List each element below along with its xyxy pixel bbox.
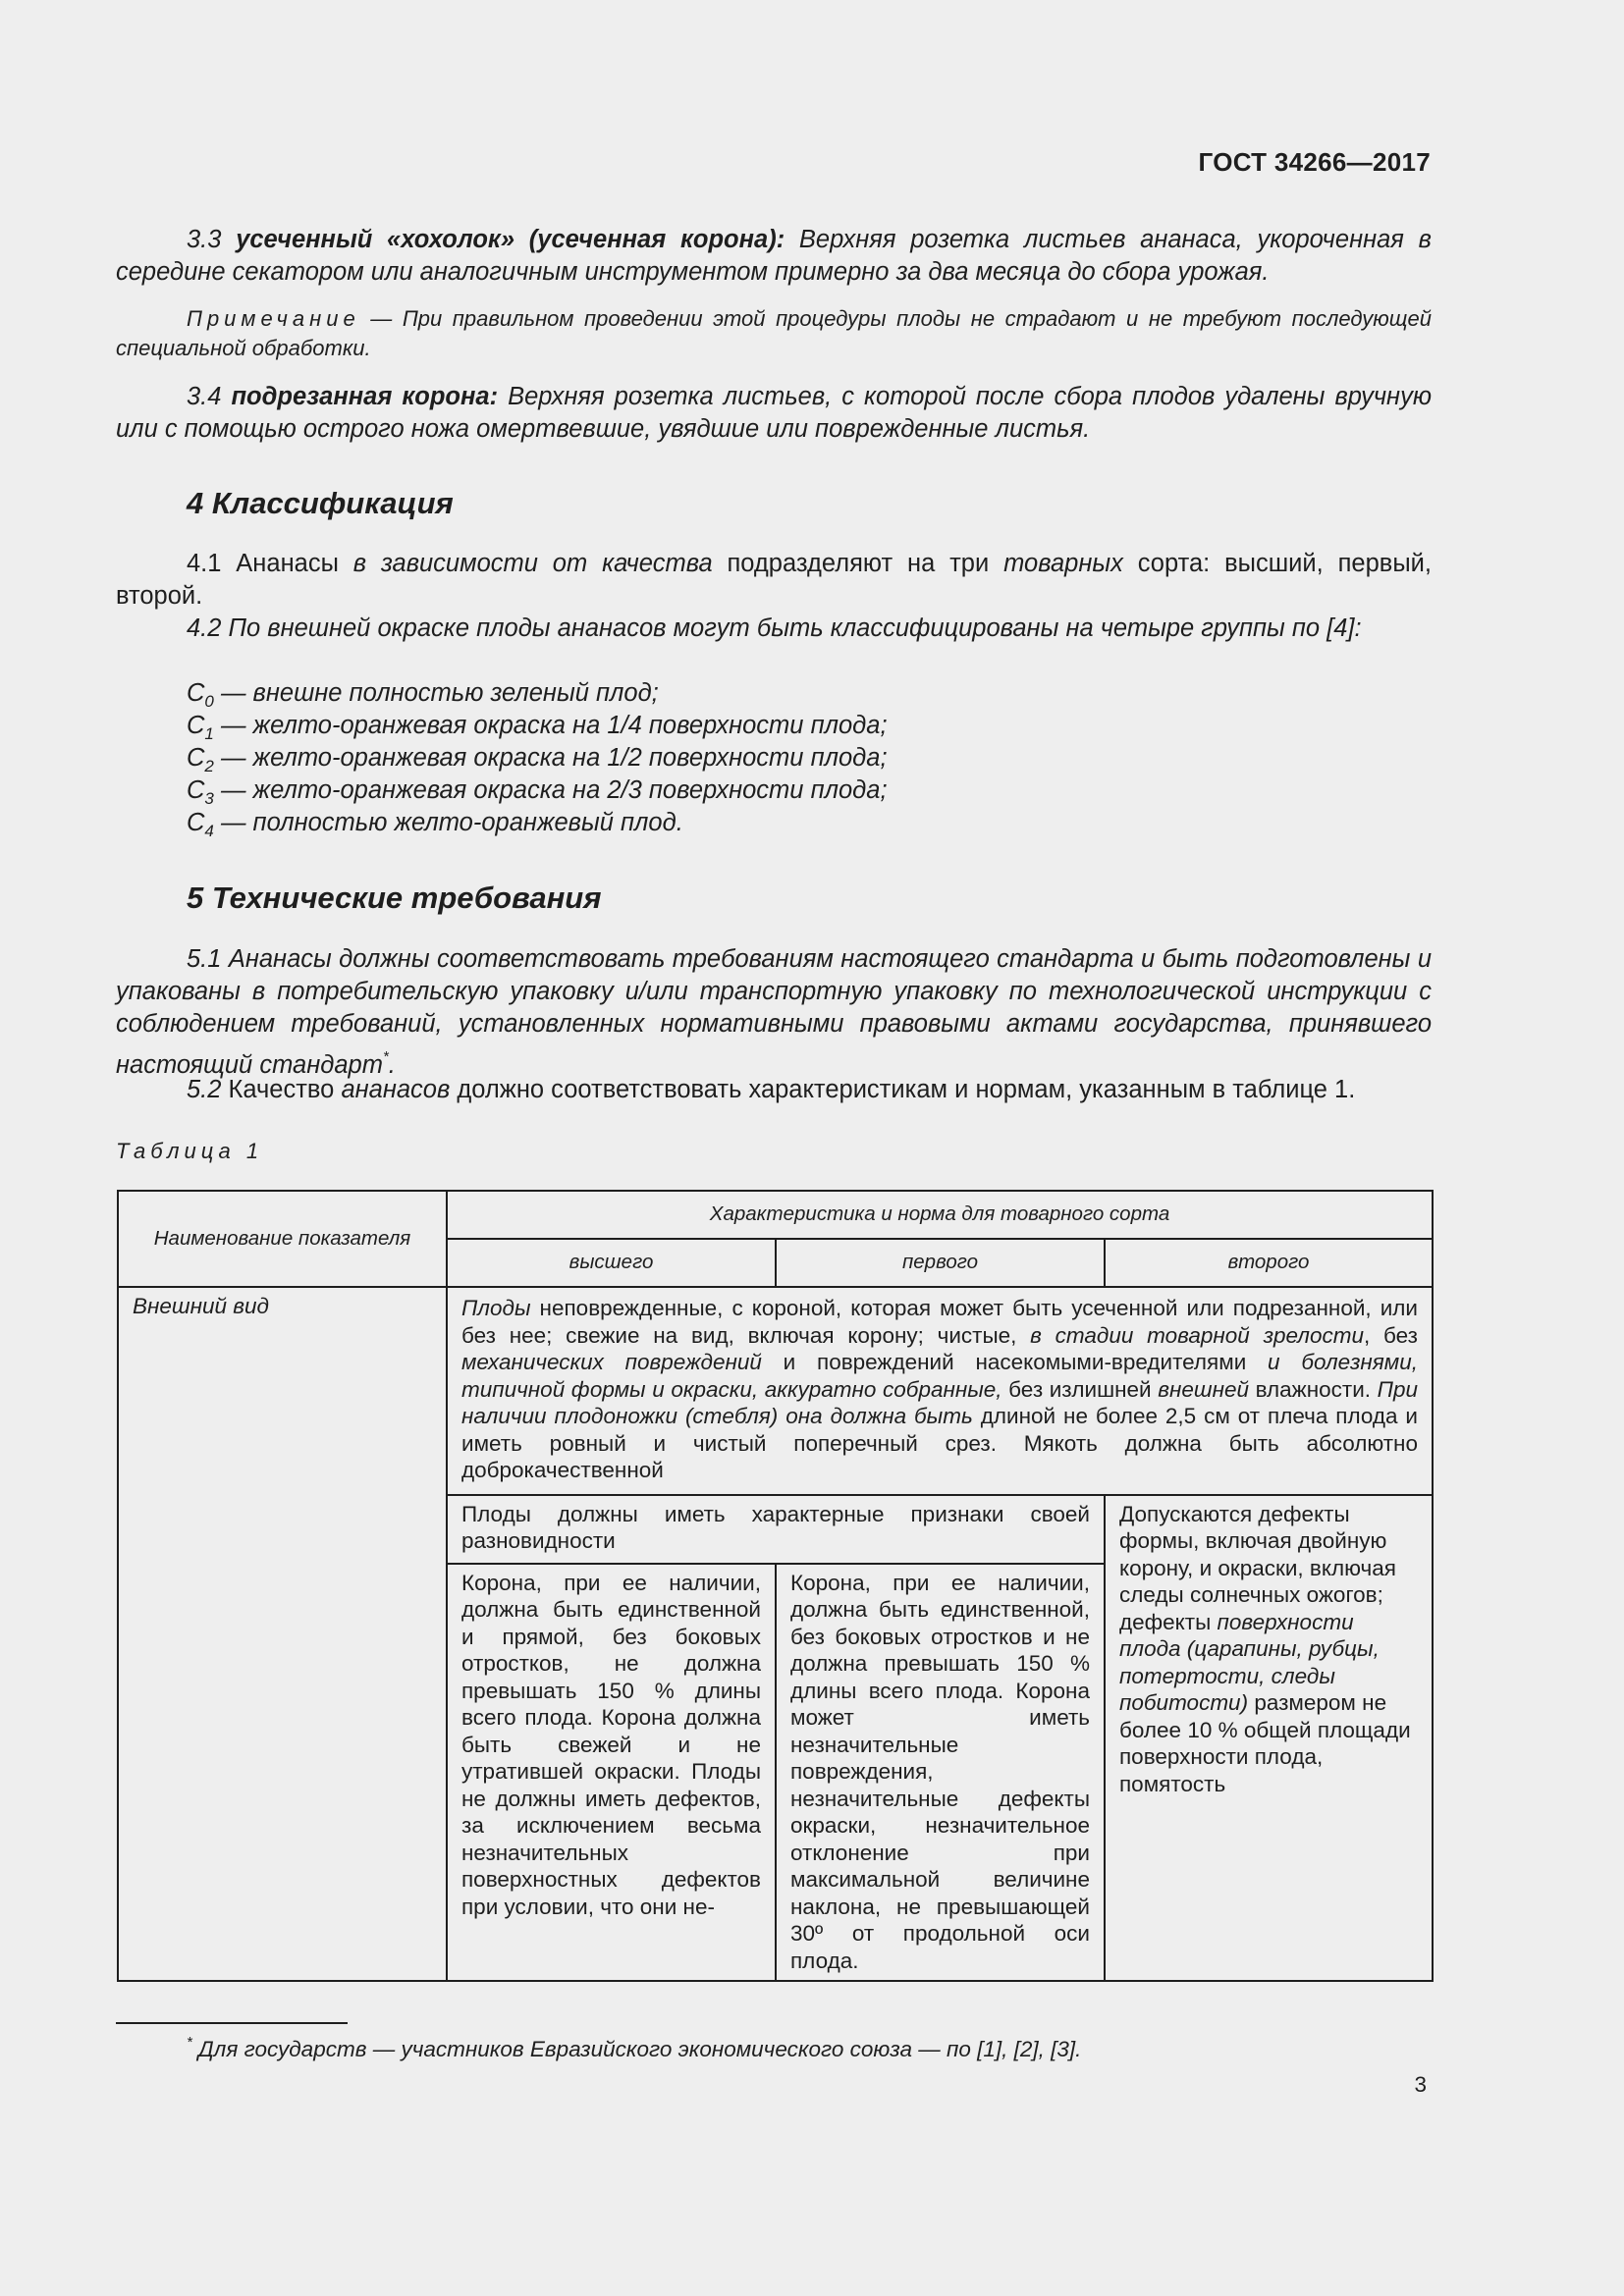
general-text-run: , без bbox=[1364, 1322, 1418, 1348]
header-indicator: Наименование показателя bbox=[118, 1191, 447, 1287]
note-paragraph: Примечание — При правильном проведении этой процедуры плоды не страдают и не требуют последующей специальной обработки. bbox=[116, 306, 1432, 360]
paragraph-4-1: 4.1 Ананасы в зависимости от качества подразделяют на три товарных сорта: высший, первый, второй. bbox=[116, 550, 1432, 610]
color-group-c1: $C_1$ — желто-оранжевая окраска на 1/4 поверхности плода; bbox=[187, 712, 888, 743]
header-grade-group: Характеристика и норма для товарного сорта bbox=[447, 1191, 1433, 1239]
footnote-separator bbox=[116, 2022, 348, 2024]
second-grade-text-run: поверхности плода (царапины, рубцы, потертости, следы побитости) bbox=[1119, 1609, 1380, 1715]
header-grade-highest: высшего bbox=[447, 1239, 776, 1287]
footnote: * Для государств — участников Евразийского экономического союза — по [1], [2], [3]. bbox=[187, 2034, 1082, 2061]
general-text-run: влажности. bbox=[1248, 1376, 1378, 1402]
general-text-run: и болезнями, типичной формы и окраски, аккуратно собранные, bbox=[461, 1350, 1418, 1402]
row-label-appearance: Внешний вид bbox=[118, 1287, 447, 1981]
paragraph-4-2: 4.2 По внешней окраске плоды ананасов могут быть классифицированы на четыре группы по [4]: bbox=[187, 614, 1362, 642]
note-label: Примечание bbox=[187, 306, 360, 331]
paragraph-3-3: 3.3 усеченный «хохолок» (усеченная корона): Верхняя розетка листьев ананаса, укороченная в середине секатором или аналогичным инструментом примерно за два месяца до сбора урожая. bbox=[116, 226, 1432, 286]
header-grade-first: первого bbox=[776, 1239, 1105, 1287]
general-text-run: и повреждений насекомыми-вредителями bbox=[761, 1350, 1269, 1374]
cell-general-requirements bbox=[447, 1287, 1433, 1495]
term-truncated-crown: усеченный «хохолок» (усеченная корона): bbox=[236, 226, 785, 253]
section-4-heading: 4 Классификация bbox=[187, 486, 454, 520]
paragraph-5-2: 5.2 Качество ананасов должно соответствовать характеристикам и нормам, указанным в таблице 1. bbox=[187, 1076, 1356, 1103]
paragraph-5-1: 5.1 Ананасы должны соответствовать требованиям настоящего стандарта и быть подготовлены и упакованы в потребительскую упаковку и/или транспортную упаковку по технологической инструкции с соблюдением требований, установленных нормативными правовыми актами государства, принявшего настоящий стандарт*. bbox=[116, 945, 1432, 1079]
cell-first-crown: Корона, при ее наличии, должна быть единственной, без боковых отростков и не должна превышать 150 % длины всего плода. Корона может иметь незначительные повреждения, незначительные дефекты окраски, незначительное отклонение при максимальной величине наклона, не превышающей 30º от продольной оси плода. bbox=[776, 1564, 1105, 1982]
document-code: ГОСТ 34266—2017 bbox=[1198, 147, 1431, 177]
paragraph-3-4: 3.4 подрезанная корона: Верхняя розетка листьев, с которой после сбора плодов удалены вручную или с помощью острого ножа омертвевшие, увядшие или поврежденные листья. bbox=[116, 383, 1432, 443]
cell-second-grade bbox=[1105, 1495, 1433, 1982]
general-text-run: длиной не более 2,5 см от плеча плода и иметь ровный и чистый поперечный срез. Мякоть должна быть абсолютно доброкачественной bbox=[461, 1404, 1419, 1482]
cell-highest-crown: Корона, при ее наличии, должна быть единственной и прямой, без боковых отростков, не должна превышать 150 % длины всего плода. Корона должна быть свежей и не утратившей окраски. Плоды не должны иметь дефектов, за исключением весьма незначительных поверхностных дефектов при условии, что они не- bbox=[447, 1564, 776, 1982]
color-group-c3: $C_3$ — желто-оранжевая окраска на 2/3 поверхности плода; bbox=[187, 776, 888, 808]
general-text-run: При наличии плодоножки (стебля) она должна быть bbox=[461, 1376, 1418, 1428]
term-trimmed-crown: подрезанная корона: bbox=[231, 383, 499, 410]
second-grade-text-run: Допускаются дефекты формы, включая двойную корону, и окраски, включая следы солнечных ожогов; дефекты bbox=[1119, 1501, 1396, 1634]
general-text-run: Плоды bbox=[461, 1296, 531, 1320]
quality-table bbox=[117, 1190, 1434, 1982]
table-caption: Таблица 1 bbox=[116, 1139, 264, 1163]
second-grade-text-run: размером не более 10 % общей площади поверхности плода, помятость bbox=[1119, 1690, 1411, 1796]
general-text-run: внешней bbox=[1158, 1376, 1249, 1402]
section-5-heading: 5 Технические требования bbox=[187, 881, 602, 915]
header-grade-second: второго bbox=[1105, 1239, 1433, 1287]
page-number: 3 bbox=[1414, 2072, 1427, 2097]
color-group-c4: $C_4$ — полностью желто-оранжевый плод. bbox=[187, 809, 683, 840]
footnote-ref: * bbox=[382, 1048, 389, 1065]
general-text-run: без излишней bbox=[1001, 1376, 1159, 1402]
cell-variety-traits: Плоды должны иметь характерные признаки своей разновидности bbox=[447, 1495, 1105, 1564]
color-group-c2: $C_2$ — желто-оранжевая окраска на 1/2 поверхности плода; bbox=[187, 744, 888, 775]
general-text-run: механических повреждений bbox=[461, 1350, 762, 1374]
color-group-c0: $C_0$ — внешне полностью зеленый плод; bbox=[187, 679, 659, 711]
general-text-run: неповрежденные, с короной, которая может быть усеченной или подрезанной, или без нее; свежие на вид, включая корону; чистые, bbox=[461, 1296, 1418, 1348]
general-text-run: в стадии товарной зрелости bbox=[1030, 1322, 1365, 1348]
